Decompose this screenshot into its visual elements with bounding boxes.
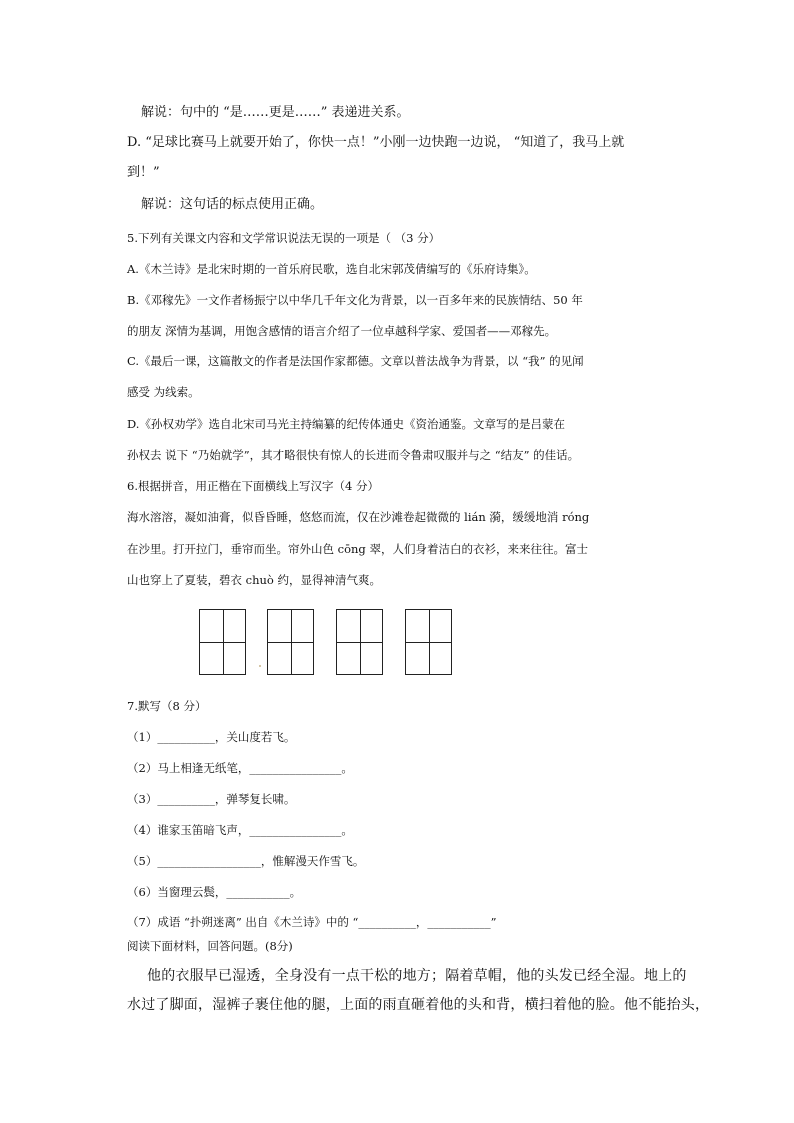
question-6-title: 6.根据拼音，用正楷在下面横线上写汉字（4 分） — [127, 479, 379, 493]
reading-passage-line-2: 水过了脚面，湿裤子裹住他的腿，上面的雨直砸着他的头和背，横扫着他的脸。他不能抬头， — [127, 997, 710, 1013]
option-b: B.《邓稼先》一文作者杨振宁以中华几千年文化为背景，以一百多年来的民族情结、50 年 — [127, 293, 583, 307]
option-c-cont: 感受 为线索。 — [127, 385, 200, 399]
option-c: C.《最后一课，这篇散文的作者是法国作家都德。文章以普法战争为背景，以 “我” 的见闻 — [127, 354, 584, 368]
recite-2: （2）马上相逢无纸笔，________________。 — [127, 761, 353, 775]
writing-box-2[interactable] — [267, 609, 314, 675]
writing-box-1[interactable] — [199, 609, 246, 675]
reading-passage-line-1: 他的衣服早已湿透，全身没有一点干松的地方；隔着草帽，他的头发已经全湿。地上的 — [147, 968, 687, 984]
pinyin-passage-line-3: 山也穿上了夏装，碧衣 chuò 约，显得神清气爽。 — [127, 573, 381, 587]
option-d: D.《孙权劝学》选自北宋司马光主持编纂的纪传体通史《资治通鉴。文章写的是吕蒙在 — [127, 417, 565, 431]
recite-3: （3）__________，弹琴复长啸。 — [127, 792, 296, 806]
option-d-cont: 孙权去 说下 “乃始就学”，其才略很快有惊人的长进而令鲁肃叹服并与之 “结友” 的佳话。 — [127, 448, 580, 462]
recite-5: （5）__________________，惟解漫天作雪飞。 — [127, 854, 365, 868]
pinyin-passage-line-1: 海水溶溶，凝如油膏，似昏昏睡，悠悠而流，仅在沙滩卷起微微的 lián 漪，缓缓地消 róng — [127, 510, 590, 524]
option-d-line-cont: 到！” — [127, 165, 160, 180]
writing-box-3[interactable] — [336, 609, 383, 675]
recite-7: （7）成语 “扑朔迷离” 出自《木兰诗》中的 “__________，___________” — [127, 915, 497, 929]
pinyin-passage-line-2: 在沙里。打开拉门，垂帘而坐。帘外山色 cōng 翠，人们身着洁白的衣衫，来来往往。富士 — [127, 542, 588, 556]
reading-instructions: 阅读下面材料，回答问题。(8分) — [127, 939, 293, 953]
writing-grid — [199, 609, 459, 675]
recite-1: （1）__________，关山度若飞。 — [127, 730, 296, 744]
option-d-line: D. “足球比赛马上就要开始了，你快一点！”小刚一边快跑一边说， “知道了，我马上就 — [127, 135, 625, 150]
option-b-cont: 的朋友 深情为基调，用饱含感情的语言介绍了一位卓越科学家、爱国者——邓稼先。 — [127, 324, 557, 338]
question-7-title: 7.默写（8 分） — [127, 699, 207, 713]
recite-4: （4）谁家玉笛暗飞声，________________。 — [127, 823, 353, 837]
recite-6: （6）当窗理云鬓，___________。 — [127, 885, 302, 899]
question-5-title: 5.下列有关课文内容和文学常识说法无误的一项是（ （3 分） — [127, 231, 441, 245]
writing-box-4[interactable] — [405, 609, 452, 675]
explanation-line: 解说：这句话的标点使用正确。 — [141, 197, 324, 212]
option-a: A.《木兰诗》是北宋时期的一首乐府民歌，选自北宋郭茂倩编写的《乐府诗集》。 — [127, 262, 536, 276]
explanation-line: 解说：句中的 “是……更是……” 表递进关系。 — [141, 105, 410, 120]
stray-dot — [259, 665, 261, 667]
